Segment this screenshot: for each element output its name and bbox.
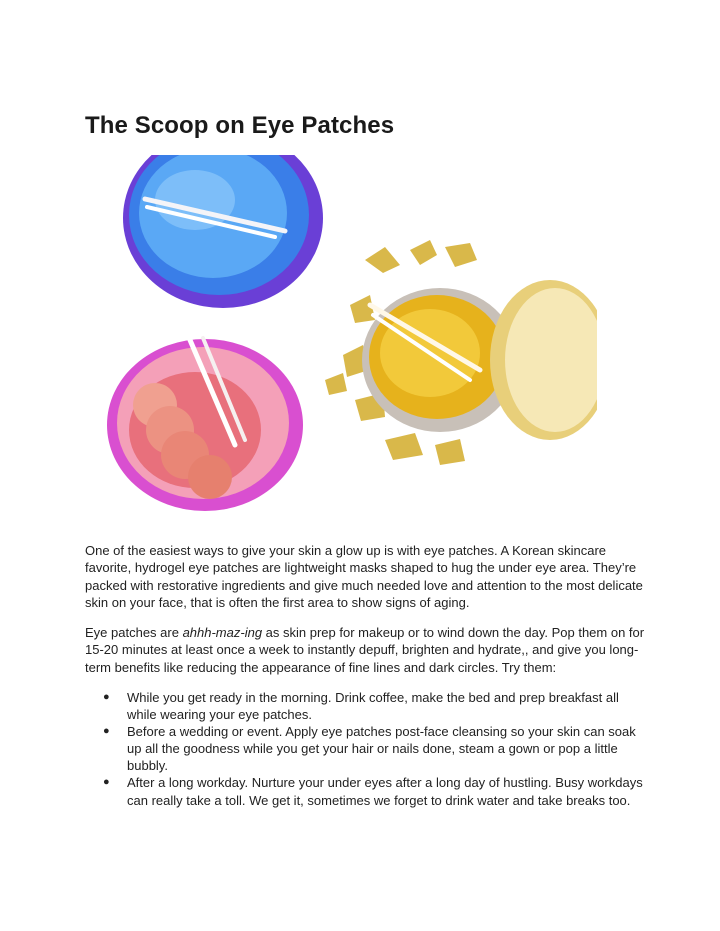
benefits-text-start: Eye patches are [85,625,183,640]
page-title: The Scoop on Eye Patches [85,112,395,139]
benefits-paragraph [85,624,645,676]
pink-jar [107,338,303,511]
bullet-icon: ● [103,691,110,703]
benefits-text-end: as skin prep for makeup or to wind down the day. Pop them on for 15-20 minutes at least once a week to instantly depuff, brighten and hydrate,, and give you long-term benefits like reducing the appearance of fine lines and dark circles. Try them: [85,625,645,675]
benefits-emphasis: ahhh-maz-ing [182,625,263,640]
bullet-icon: ● [103,776,110,789]
list-item [85,774,645,808]
list-item-text: After a long workday. Nurture your under eyes after a long day of hustling. Busy workdays can really take a toll. We get it, sometimes we forget to drink water and take breaks too. [127,775,643,808]
list-item-text: While you get ready in the morning. Drink coffee, make the bed and prep breakfast all while wearing your eye patches. [127,690,619,723]
eye-patches-photo [85,155,597,522]
usage-list [85,689,645,809]
list-item-text: Before a wedding or event. Apply eye patches post-face cleansing so your skin can soak up all the goodness while you get your hair or nails done, steam a gown or pop a little bubbly. [127,724,636,774]
list-item [85,723,645,774]
intro-paragraph: One of the easiest ways to give your skin a glow up is with eye patches. A Korean skincare favorite, hydrogel eye patches are lightweight masks shaped to hug the under eye area. They’re packed with restorative ingredients and give much needed love and attention to the most delicate skin on your face, that is often the first area to show signs of aging. [85,543,643,610]
list-item [85,689,645,723]
bullet-icon: ● [103,725,110,738]
